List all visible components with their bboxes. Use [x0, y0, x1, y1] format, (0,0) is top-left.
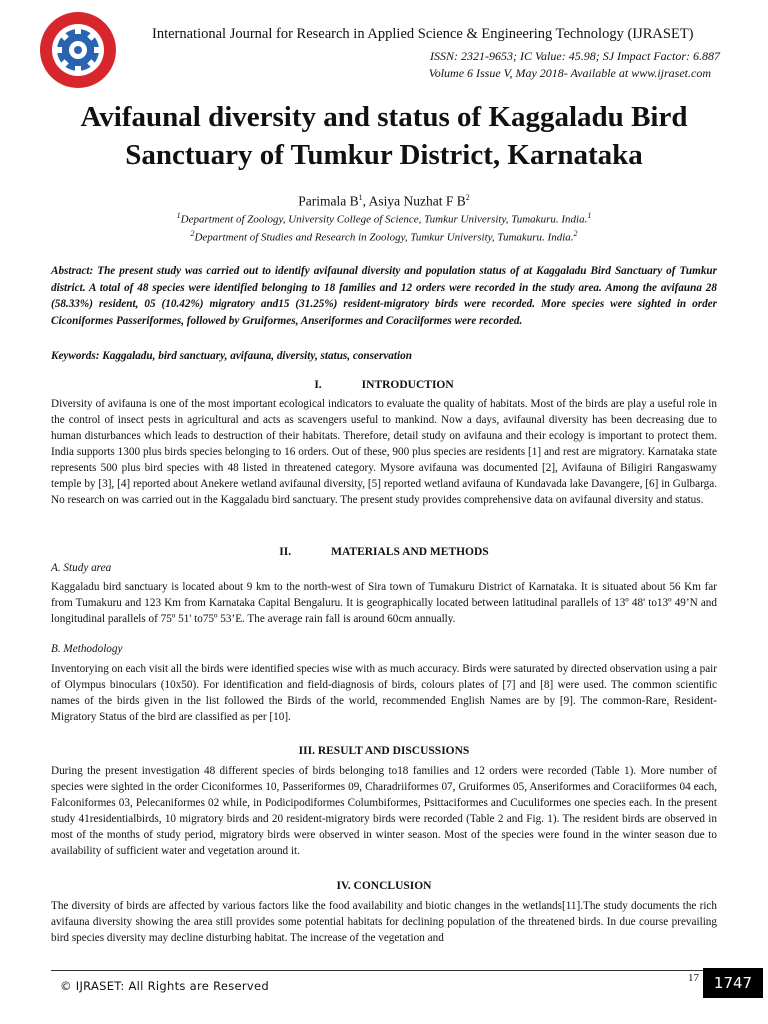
author-1: Parimala B: [298, 193, 359, 209]
section-heading-methods: II. MATERIALS AND METHODS: [279, 546, 489, 558]
subheading-methodology: B. Methodology: [51, 643, 123, 655]
journal-name: International Journal for Research in Applied Science & Engineering Technology (IJRASET): [152, 26, 694, 42]
abstract: Abstract: The present study was carried out to identify avifaunal diversity and population status of at Kaggaladu Bird Sanctuary of Tumkur district. A total of 48 species were identified belonging to 18 families and 12 orders were recorded in the study area. Among the avifauna 28 (58.33%) resident, 05 (10.42%) migratory and15 (31.25%) resident-migratory birds were recorded. More species were sighted in order Ciconiformes Passeriformes, followed by Gruiformes, Anseriformes and Coraciiformes were recorded.: [51, 265, 717, 327]
author-2: Asiya Nuzhat F B: [368, 193, 466, 209]
introduction-text: Diversity of avifauna is one of the most important ecological indicators to evaluate the quality of habitats. Most of the birds are play a useful role in the control of insect pests in agricultural and acts as scavengers useful to mankind. Now a days, avifaunal diversity has been decreasing due to human disturbances which leads to destruction of their habitats. Therefore, detail study on avifauna and their ecology is important to protect them. India supports 1300 plus birds species belonging to 16 orders. Out of these, 900 plus species are residents [1] and rest are migratory. Karnataka state represents 500 plus bird species with 48 listed in threatened category. Mysore avifauna was documented [2], Avifauna of Biligiri Rangaswamy temple by [3], [4] reported about Anekere wetland avifaunal diversity, [5] reported wetland avifauna of Kundavada lake Davangere, [6] in Gulbarga. No research on was carried out in the Kaggaladu bird sanctuary. The present study provides comprehensive data on avifaunal diversity and status.: [51, 398, 717, 506]
author-1-sup: 1: [358, 193, 363, 202]
methodology-text: Inventorying on each visit all the birds were identified species wise with as much accuracy. Birds were saturated by directed observation using a pair of Olympus binoculars (10x50). For identification and field-diagnosis of birds, colours plates of [7] and [8] were used. The common scientific names of the birds given in the list followed the Birds of the world, recommended English Names are by [9]. The common-Rare, Resident-Migratory Status of the bird are classified as per [10].: [51, 663, 717, 723]
section-heading-conclusion: IV. CONCLUSION: [336, 880, 432, 892]
page-number-small: 17: [688, 972, 699, 984]
volume-line: Volume 6 Issue V, May 2018- Available at www.ijraset.com: [428, 66, 711, 80]
title-line-1: Avifaunal diversity and status of Kaggaladu Bird: [80, 101, 688, 133]
journal-logo: [38, 10, 118, 90]
copyright-notice: © IJRASET: All Rights are Reserved: [60, 979, 270, 993]
paper-title: [30, 98, 738, 174]
page-number-badge: 1747: [703, 968, 763, 998]
section-heading-results: III. RESULT AND DISCUSSIONS: [298, 745, 470, 757]
footer-divider: [51, 970, 717, 971]
study-area-text: Kaggaladu bird sanctuary is located about 9 km to the north-west of Sira town of Tumakuru District of Karnataka. It is situated about 56 Km far from Tumakuru and 123 Km from Karnataka Capital Bengaluru. It is geographically located between latitudinal parallels of 13º 48' to13º 49’N and longitudinal parallels of 75º 51' to75º 53’E. The average rain fall is around 60cm annually.: [51, 581, 717, 625]
results-text: During the present investigation 48 different species of birds belonging to18 families and 12 orders were recorded (Table 1). More number of species were sighted in the order Ciconiformes 10, Passeriformes 09, Charadriiformes 07, Gruiformes 05, Anseriformes and Coraciiformes 04 each, Falconiformes 03, Pelecaniformes 02 while, in Podicipodiformes Columbiformes, Psittaciformes and Cuculiformes one species each. In the present study 41residentialbirds, 10 migratory birds and 20 resident-migratory birds were recorded (Table 2 and Fig. 1). The resident birds are observed in most of the months of study period, migratory birds were observed in winter season. Most of the species were found in the winter season due to availability of sufficient water and vegetation around it.: [51, 765, 717, 857]
issn-line: ISSN: 2321-9653; IC Value: 45.98; SJ Impact Factor: 6.887: [430, 49, 720, 63]
author-2-sup: 2: [465, 193, 470, 202]
section-heading-introduction: I. INTRODUCTION: [314, 379, 454, 391]
keywords: Keywords: Kaggaladu, bird sanctuary, avifauna, diversity, status, conservation: [51, 350, 412, 362]
subheading-study-area: A. Study area: [51, 562, 112, 574]
authors: Parimala $B^1$, Asiya Nuzhat F $B^2$: [298, 193, 470, 209]
affiliation-1: $^1$Department of Zoology, University College of Science, Tumkur University, Tumakuru. India.$^1$: [176, 211, 592, 226]
conclusion-text: The diversity of birds are affected by various factors like the food availability and biotic changes in the wetlands[11].The study documents the rich avifauna diversity showing the area still provides some potential habitats for declining population of the threatened birds. In due course prevailing bird species diversity may decline disturbing habitat. The increase of the vegetation and: [51, 900, 717, 944]
title-line-2: Sanctuary of Tumkur District, Karnataka: [125, 139, 643, 171]
affiliation-2: $^2$Department of Studies and Research in Zoology, Tumkur University, Tumakuru. India.$^2$: [190, 229, 578, 244]
